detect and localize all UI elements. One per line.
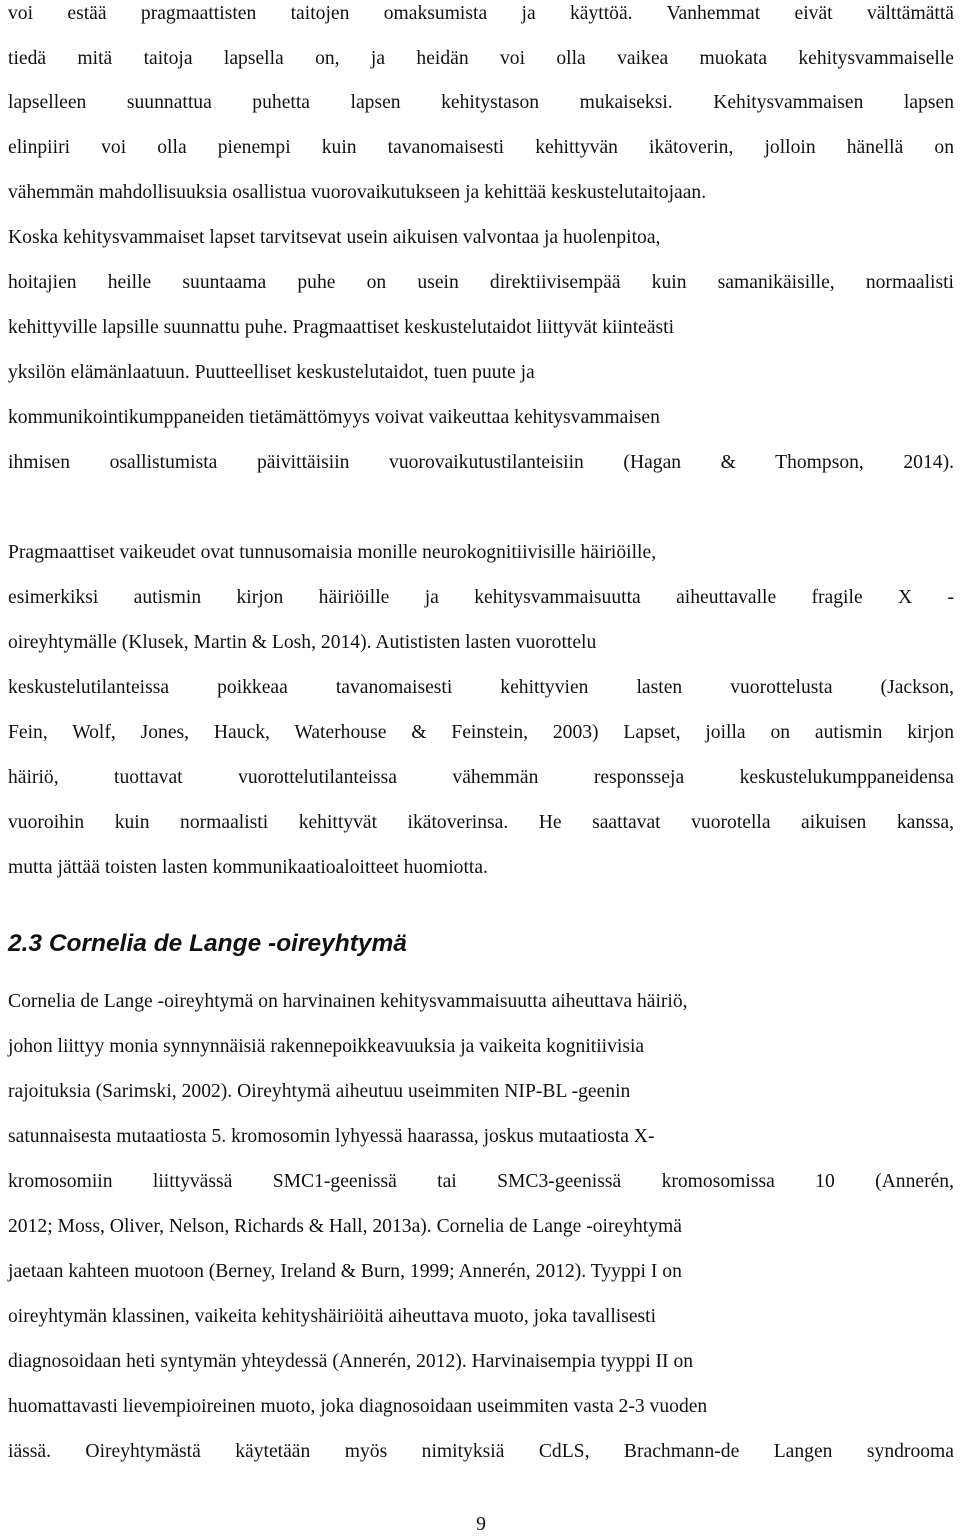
text-line: yksilön elämänlaatuun. Puutteelliset keskustelutaidot, tuen puute ja xyxy=(8,362,535,383)
section-heading: 2.3 Cornelia de Lange -oireyhtymä xyxy=(8,930,407,957)
text-line: Fein, Wolf, Jones, Hauck, Waterhouse & Feinstein, 2003) Lapset, joilla on autismin kirjon xyxy=(8,722,954,743)
text-line: hoitajien heille suuntaama puhe on usein direktiivisempää kuin samanikäisille, normaalisti xyxy=(8,272,954,293)
text-line: häiriö, tuottavat vuorottelutilanteissa vähemmän responsseja keskustelukumppaneidensa xyxy=(8,767,954,788)
text-line: tiedä mitä taitoja lapsella on, ja heidän voi olla vaikea muokata kehitysvammaiselle xyxy=(8,48,954,69)
text-line: oireyhtymän klassinen, vaikeita kehityshäiriöitä aiheuttava muoto, joka tavallisesti xyxy=(8,1306,657,1327)
text-line: vuoroihin kuin normaalisti kehittyvät ikätoverinsa. He saattavat vuorotella aikuisen kanssa, xyxy=(8,812,954,833)
text-line: Koska kehitysvammaiset lapset tarvitsevat usein aikuisen valvontaa ja huolenpitoa, xyxy=(8,227,661,248)
text-line: iässä. Oireyhtymästä käytetään myös nimityksiä CdLS, Brachmann-de Langen syndrooma xyxy=(8,1441,954,1462)
text-line: keskustelutilanteissa poikkeaa tavanomaisesti kehittyvien lasten vuorottelusta (Jackson, xyxy=(8,677,954,698)
text-line: elinpiiri voi olla pienempi kuin tavanomaisesti kehittyvän ikätoverin, jolloin hänellä on xyxy=(8,137,954,158)
text-line: mutta jättää toisten lasten kommunikaatioaloitteet huomiotta. xyxy=(8,857,488,878)
text-line: vähemmän mahdollisuuksia osallistua vuorovaikutukseen ja kehittää keskustelutaitojaan. xyxy=(8,182,707,203)
text-line: voi estää pragmaattisten taitojen omaksumista ja käyttöä. Vanhemmat eivät välttämättä xyxy=(8,3,954,24)
text-line: johon liittyy monia synnynnäisiä rakennepoikkeavuuksia ja vaikeita kognitiivisia xyxy=(8,1036,645,1057)
text-line: rajoituksia (Sarimski, 2002). Oireyhtymä aiheutuu useimmiten NIP-BL -geenin xyxy=(8,1081,631,1102)
text-line: Cornelia de Lange -oireyhtymä on harvinainen kehitysvammaisuutta aiheuttava häiriö, xyxy=(8,991,688,1012)
text-line: satunnaisesta mutaatiosta 5. kromosomin lyhyessä haarassa, joskus mutaatiosta X- xyxy=(8,1126,655,1147)
text-line: kommunikointikumppaneiden tietämättömyys voivat vaikeuttaa kehitysvammaisen xyxy=(8,407,660,428)
text-line: huomattavasti lievempioireinen muoto, joka diagnosoidaan useimmiten vasta 2-3 vuoden xyxy=(8,1396,708,1417)
text-line: diagnosoidaan heti syntymän yhteydessä (Annerén, 2012). Harvinaisempia tyyppi II on xyxy=(8,1351,694,1372)
text-line: 2012; Moss, Oliver, Nelson, Richards & Hall, 2013a). Cornelia de Lange -oireyhtymä xyxy=(8,1216,682,1237)
text-line: kehittyville lapsille suunnattu puhe. Pragmaattiset keskustelutaidot liittyvät kiinteästi xyxy=(8,317,675,338)
page-number: 9 xyxy=(476,1514,486,1535)
text-line: esimerkiksi autismin kirjon häiriöille ja kehitysvammaisuutta aiheuttavalle fragile X - xyxy=(8,587,954,608)
text-line: kromosomiin liittyvässä SMC1-geenissä tai SMC3-geenissä kromosomissa 10 (Annerén, xyxy=(8,1171,954,1192)
text-line: ihmisen osallistumista päivittäisiin vuorovaikutustilanteisiin (Hagan & Thompson, 2014). xyxy=(8,452,954,473)
text-line: lapselleen suunnattua puhetta lapsen kehitystason mukaiseksi. Kehitysvammaisen lapsen xyxy=(8,92,954,113)
text-line: Pragmaattiset vaikeudet ovat tunnusomaisia monille neurokognitiivisille häiriöille, xyxy=(8,542,657,563)
text-line: oireyhtymälle (Klusek, Martin & Losh, 2014). Autististen lasten vuorottelu xyxy=(8,632,597,653)
document-page xyxy=(8,0,954,1539)
text-line: jaetaan kahteen muotoon (Berney, Ireland & Burn, 1999; Annerén, 2012). Tyyppi I on xyxy=(8,1261,682,1282)
